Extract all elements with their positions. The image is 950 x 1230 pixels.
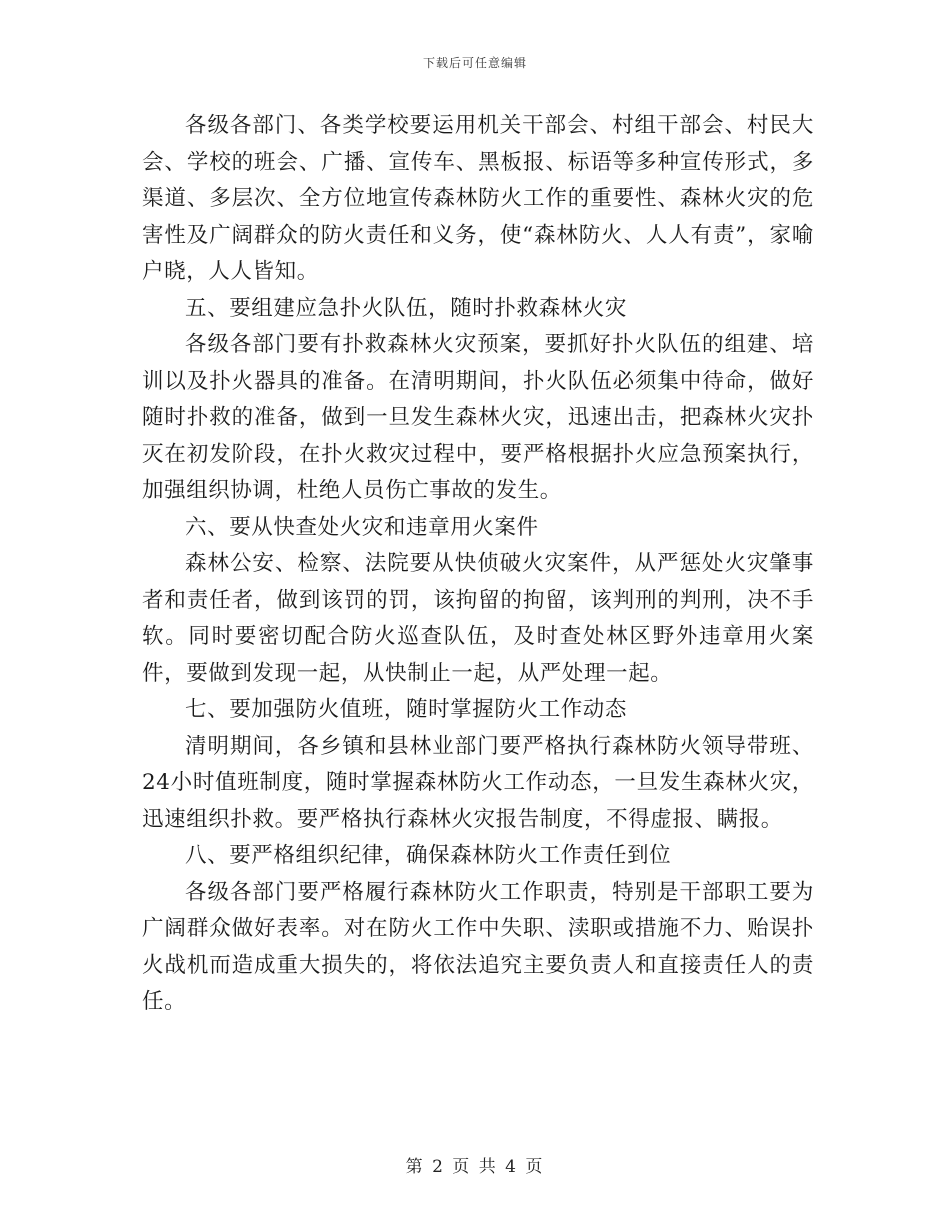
header-note: 下载后可任意编辑 [422, 56, 527, 70]
paragraph-section-6: 森林公安、检察、法院要从快侦破火灾案件，从严惩处火灾肇事者和责任者，做到该罚的罚，该拘留的拘留，该判刑的判刑，决不手软。同时要密切配合防火巡查队伍，及时查处林区野外违章用火案件，要做到发现一起，从快制止一起，从严处理一起。 [142, 551, 814, 686]
section-heading-7: 七、要加强防火值班，随时掌握防火工作动态 [185, 697, 628, 722]
footer-middle: 页 共 [452, 1157, 498, 1177]
footer-page-number: 2 [432, 1157, 445, 1177]
paragraph-publicity: 各级各部门、各类学校要运用机关干部会、村组干部会、村民大会、学校的班会、广播、宣传车、黑板报、标语等多种宣传形式，多渠道、多层次、全方位地宣传森林防火工作的重要性、森林火灾的危害性及广阔群众的防火责任和义务，使“森林防火、人人有责”，家喻户晓，人人皆知。 [142, 113, 814, 284]
footer-prefix: 第 [405, 1157, 425, 1177]
section-heading-6: 六、要从快查处火灾和违章用火案件 [185, 514, 539, 540]
document-body [142, 108, 814, 1021]
section-heading-5: 五、要组建应急扑火队伍，随时扑救森林火灾 [185, 295, 628, 321]
paragraph-section-8: 各级各部门要严格履行森林防火工作职责，特别是干部职工要为广阔群众做好表率。对在防火工作中失职、渎职或措施不力、贻误扑火战机而造成重大损失的，将依法追究主要负责人和直接责任人的责任。 [142, 879, 814, 1014]
section-heading-8: 八、要严格组织纪律，确保森林防火工作责任到位 [185, 843, 672, 868]
footer-total-pages: 4 [505, 1157, 518, 1177]
page-footer [0, 1152, 950, 1177]
footer-suffix: 页 [525, 1157, 545, 1177]
paragraph-section-5: 各级各部门要有扑救森林火灾预案，要抓好扑火队伍的组建、培训以及扑火器具的准备。在清明期间，扑火队伍必须集中待命，做好随时扑救的准备，做到一旦发生森林火灾，迅速出击，把森林火灾扑灭在初发阶段，在扑火救灾过程中，要严格根据扑火应急预案执行，加强组织协调，杜绝人员伤亡事故的发生。 [142, 332, 814, 503]
paragraph-section-7: 清明期间，各乡镇和县林业部门要严格执行森林防火领导带班、24小时值班制度，随时掌握森林防火工作动态，一旦发生森林火灾，迅速组织扑救。要严格执行森林火灾报告制度，不得虚报、瞒报。 [142, 733, 814, 832]
